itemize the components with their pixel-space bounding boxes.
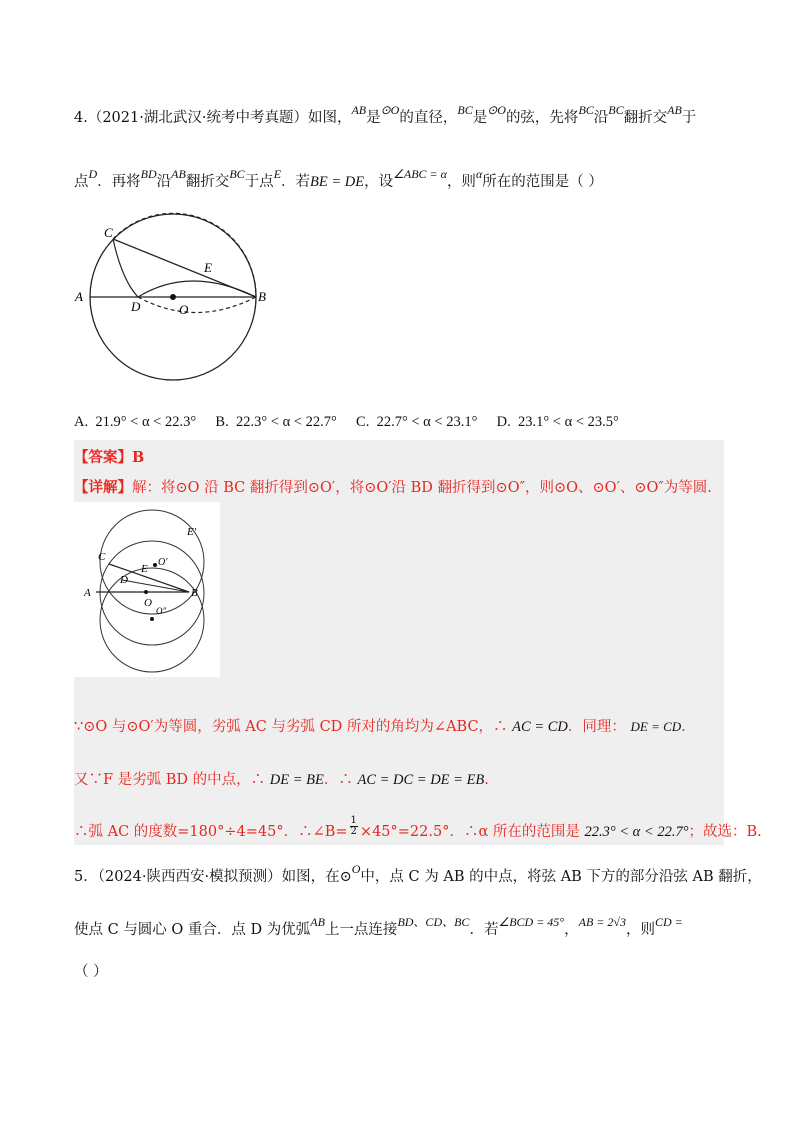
q4-options	[74, 414, 619, 431]
text: 使点 C 与圆心 O 重合．点 D 为优弧	[74, 922, 311, 938]
option-text: 23.1° < α < 23.5°	[518, 414, 619, 430]
label-a: A	[84, 587, 91, 599]
math-alpha-range: 22.3° < α < 22.7°	[584, 824, 689, 840]
math-o: O	[351, 862, 361, 876]
text: ．∴	[323, 772, 353, 788]
math-bc: BC	[457, 103, 473, 117]
option-letter: A.	[74, 414, 89, 430]
option-letter: C.	[356, 414, 370, 430]
q4-figure2	[74, 502, 220, 677]
text: 的弦，先将	[505, 110, 579, 126]
detail-line-b	[74, 768, 489, 789]
label-e: E	[141, 563, 148, 575]
text: ．若	[281, 174, 311, 190]
label-e: E	[204, 260, 212, 275]
math-cd: CD =	[654, 915, 683, 929]
option-text: 22.3° < α < 22.7°	[235, 414, 337, 430]
math-bc: BC	[229, 167, 245, 181]
segment	[122, 580, 189, 592]
text: ，则	[625, 922, 655, 938]
math-arc-de-cd: DE = CD	[630, 719, 682, 734]
fraction-numerator: 1	[350, 814, 357, 826]
dot-o-double-prime	[150, 617, 154, 621]
text: 沿	[156, 174, 172, 190]
math-ab: AB	[351, 103, 367, 117]
text: ，则	[446, 174, 476, 190]
text: 是	[366, 110, 381, 126]
arc-de-upper	[138, 281, 256, 297]
text: .	[484, 772, 489, 788]
arc-db-lower-dashed	[138, 297, 256, 313]
text: ．再将	[97, 174, 141, 190]
label-o: O	[144, 597, 152, 609]
dot-o	[144, 590, 148, 594]
detail-line-c	[74, 814, 762, 843]
folded-circle-dashed	[113, 213, 256, 297]
text: 中，点 C 为 AB 的中点，将弦 AB 下方的部分沿弦 AB 翻折，	[360, 869, 762, 885]
math-e: E	[273, 167, 282, 181]
text: ，设	[364, 174, 394, 190]
q4-stem-line1	[74, 103, 697, 127]
option-a[interactable]	[74, 414, 196, 430]
option-letter: D.	[496, 414, 511, 430]
dot-o-prime	[153, 563, 157, 567]
text: 翻折交	[185, 174, 230, 190]
text: 翻折交	[623, 110, 668, 126]
math-circle-o: ⊙O	[380, 103, 400, 117]
text: 点	[74, 174, 89, 190]
text: .	[681, 719, 686, 735]
text: 所在的范围是（ ）	[482, 174, 603, 190]
answer-line	[74, 446, 144, 467]
math-angle-abc: ∠ABC = α	[393, 167, 447, 181]
math-ab: AB	[310, 915, 325, 929]
text: 的直径，	[399, 110, 458, 126]
text: 沿	[593, 110, 609, 126]
label-d: D	[120, 574, 128, 586]
option-text: 22.7° < α < 23.1°	[376, 414, 478, 430]
text: ∴弧 AC 的度数=180°÷4=45°．∴∠B=	[74, 824, 348, 840]
option-letter: B.	[215, 414, 229, 430]
answer-tag: 【答案】	[74, 449, 132, 466]
math-arc-de-be: DE = BE	[269, 772, 324, 788]
math-ab: AB	[667, 103, 682, 117]
label-c: C	[98, 551, 106, 563]
math-circle-o: ⊙O	[487, 103, 506, 117]
fraction-half	[350, 816, 358, 837]
label-o: O	[179, 302, 189, 317]
text: 于	[681, 110, 697, 126]
math-ab: AB	[171, 167, 186, 181]
q5-source: 5．（2024·陕西西安·模拟预测）如图，在⊙	[74, 869, 352, 885]
math-bc: BC	[608, 103, 624, 117]
detail-tag: 【详解】	[74, 479, 132, 496]
text: 是	[472, 110, 488, 126]
math-arc-bc: BC	[578, 103, 594, 117]
q5-stem-line3: （ ）	[74, 964, 108, 980]
math-arc-ac-cd: AC = CD	[512, 719, 568, 735]
option-b[interactable]	[215, 414, 336, 430]
center-dot	[170, 294, 176, 300]
text: ．同理：	[567, 719, 626, 735]
detail-line	[74, 476, 712, 497]
q5-stem-line2	[74, 915, 683, 939]
label-b: B	[258, 289, 266, 304]
text: 又∵F 是劣弧 BD 的中点，∴	[74, 772, 266, 788]
text: ，	[564, 922, 579, 938]
math-arc-bd: BD	[140, 167, 157, 181]
detail-text: 解：将⊙O 沿 BC 翻折得到⊙O′，将⊙O′沿 BD 翻折得到⊙O″，则⊙O、⊙O′、⊙O″为等圆.	[132, 480, 712, 496]
q4-figure	[70, 210, 290, 400]
math-alpha: α	[475, 167, 483, 181]
text: ∵⊙O 与⊙O′为等圆，劣弧 AC 与劣弧 CD 所对的角均为∠ABC，∴	[74, 719, 508, 735]
detail-line-a	[74, 715, 686, 736]
math-be-de: BE = DE	[310, 174, 365, 190]
label-b: B	[191, 587, 198, 599]
text: ．若	[469, 922, 499, 938]
option-text: 21.9° < α < 22.3°	[95, 414, 197, 430]
math-angle-bcd: ∠BCD = 45°	[498, 915, 565, 929]
answer-value: B	[132, 449, 145, 466]
math-ab-value: AB = 2√3	[578, 915, 626, 929]
math-d: D	[88, 167, 98, 181]
option-c[interactable]	[356, 414, 477, 430]
q4-stem-line2	[74, 167, 603, 191]
text: 上一点连接	[324, 922, 398, 938]
label-c: C	[104, 225, 113, 240]
math-arc-chain: AC = DC = DE = EB	[357, 772, 485, 788]
option-d[interactable]	[497, 414, 619, 430]
label-d: D	[131, 299, 141, 314]
text: ×45°=22.5°．∴α 所在的范围是	[359, 824, 580, 840]
label-o-double-prime: O″	[156, 606, 167, 616]
label-e-prime: E′	[187, 526, 197, 538]
circle-o	[100, 541, 204, 645]
q5-stem-line1	[74, 862, 762, 886]
math-segments: BD、CD、BC	[397, 915, 470, 929]
label-o-prime: O′	[158, 557, 168, 568]
label-a: A	[75, 289, 83, 304]
text: 于点	[244, 174, 274, 190]
text: ；故选：B.	[688, 824, 762, 840]
fraction-denominator: 2	[350, 825, 357, 837]
q4-source: 4.（2021·湖北武汉·统考中考真题）如图，	[74, 110, 352, 126]
